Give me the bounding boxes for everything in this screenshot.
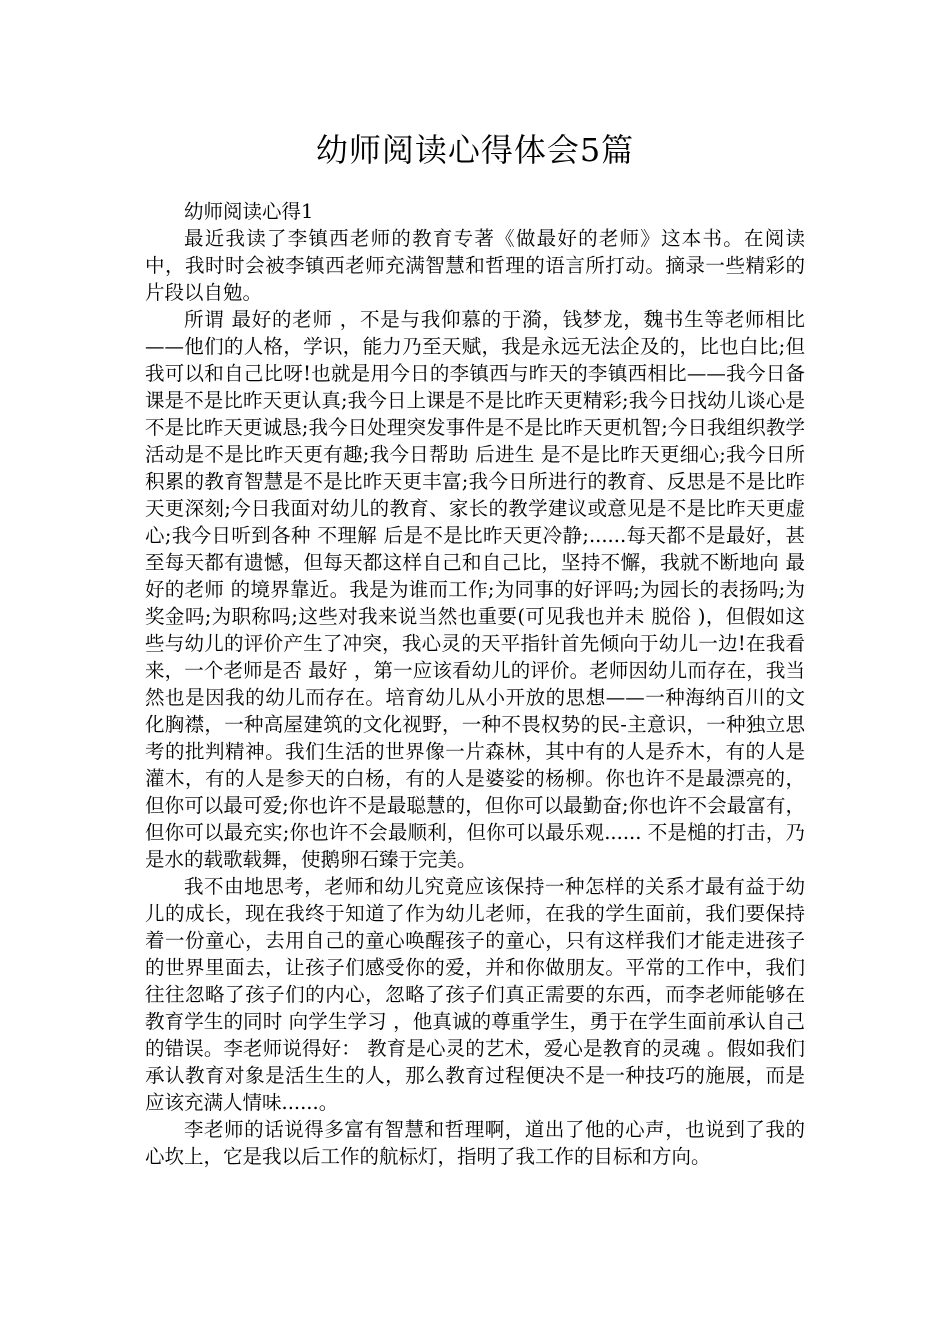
paragraph-conclusion: 李老师的话说得多富有智慧和哲理啊，道出了他的心声，也说到了我的心坎上，它是我以后工作的航标灯，指明了我工作的目标和方向。 — [145, 1118, 805, 1168]
paragraph-teacher-child-relationship: 我不由地思考，老师和幼儿究竟应该保持一种怎样的关系才最有益于幼儿的成长，现在我终于知道了作为幼儿老师，在我的学生面前，我们要保持着一份童心，去用自己的童心唤醒孩子的童心，只有这样我们才能走进孩子的世界里面去，让孩子们感受你的爱，并和你做朋友。平常的工作中，我们往往忽略了孩子们的内心，忽略了孩子们真正需要的东西，而李老师能够在教育学生的同时 向学生学习 ，他真诚的尊重学生，勇于在学生面前承认自己的错误。李老师说得好： 教育是心灵的艺术，爱心是教育的灵魂 。假如我们承认教育对象是活生生的人，那么教育过程便决不是一种技巧的施展，而是应该充满人情味......。 — [145, 875, 805, 1114]
paragraph-best-teacher: 所谓 最好的老师 ，不是与我仰慕的于漪，钱梦龙，魏书生等老师相比——他们的人格，学识，能力乃至天赋，我是永远无法企及的，比也白比;但我可以和自己比呀!也就是用今日的李镇西与昨天的李镇西相比——我今日备课是不是比昨天更认真;我今日上课是不是比昨天更精彩;我今日找幼儿谈心是不是比昨天更诚恳;我今日处理突发事件是不是比昨天更机智;今日我组织教学活动是不是比昨天更有趣;我今日帮助 后进生 是不是比昨天更细心;我今日所积累的教育智慧是不是比昨天更丰富;我今日所进行的教育、反思是不是比昨天更深刻;今日我面对幼儿的教育、家长的教学建议或意见是不是比昨天更虚心;我今日听到各种 不理解 后是不是比昨天更冷静;......每天都不是最好，甚至每天都有遗憾，但每天都这样自己和自己比，坚持不懈，我就不断地向 最好的老师 的境界靠近。我是为谁而工作;为同事的好评吗;为园长的表扬吗;为奖金吗;为职称吗;这些对我来说当然也重要(可见我也并未 脱俗 )，但假如这些与幼儿的评价产生了冲突，我心灵的天平指针首先倾向于幼儿一边!在我看来，一个老师是否 最好 ，第一应该看幼儿的评价。老师因幼儿而存在，我当然也是因我的幼儿而存在。培育幼儿从小开放的思想——一种海纳百川的文化胸襟，一种高屋建筑的文化视野，一种不畏权势的民-主意识，一种独立思考的批判精神。我们生活的世界像一片森林，其中有的人是乔木，有的人是灌木，有的人是参天的白杨，有的人是婆娑的杨柳。你也许不是最漂亮的，但你可以最可爱;你也许不是最聪慧的，但你可以最勤奋;你也许不会最富有，但你可以最充实;你也许不会最顺利，但你可以最乐观...... 不是槌的打击，乃是水的载歌载舞，使鹅卵石臻于完美。 — [145, 308, 805, 871]
document-title: 幼师阅读心得体会5篇 — [315, 131, 635, 169]
document-body — [145, 198, 805, 1170]
section-heading: 幼师阅读心得1 — [184, 200, 314, 223]
paragraph-intro: 最近我读了李镇西老师的教育专著《做最好的老师》这本书。在阅读中，我时时会被李镇西老师充满智慧和哲理的语言所打动。摘录一些精彩的片段以自勉。 — [145, 227, 805, 304]
